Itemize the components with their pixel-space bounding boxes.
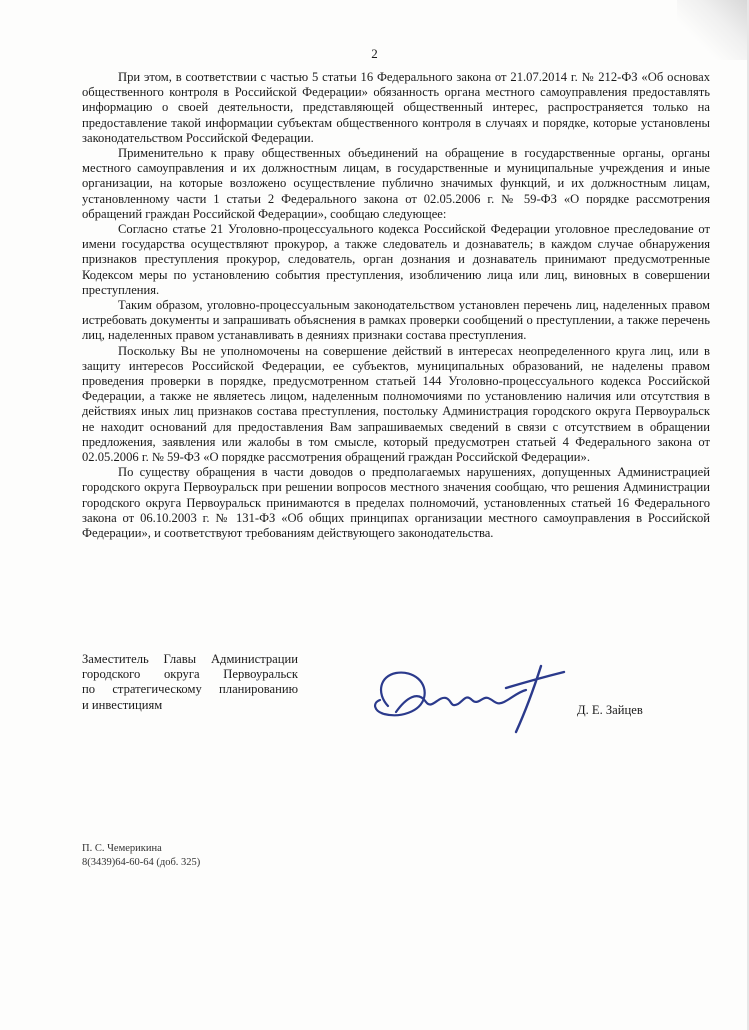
paragraph: При этом, в соответствии с частью 5 статьи 16 Федерального закона от 21.07.2014 г. № 212-ФЗ «Об основах общественного контроля в Российской Федерации» обязанность органа местного самоуправления предоставлять информацию о своей деятельности, представляющей общественный интерес, распространяется только на предоставление такой информации субъектам общественного контроля в случаях и порядке, которые установлены законодательством Российской Федерации. [82, 70, 710, 145]
paragraph: Применительно к праву общественных объединений на обращение в государственные органы, органы местного самоуправления и их должностным лицам, в государственные и муниципальные учреждения и иные организации, на которые возложено осуществление публично значимых функций, и их должностным лицам, установленному части 1 статьи 2 Федерального закона от 02.05.2006 г. № 59-ФЗ «О порядке рассмотрения обращений граждан Российской Федерации», сообщаю следующее: [82, 146, 710, 221]
signatory-title-line: Заместитель Главы Администрации [82, 652, 298, 666]
paragraph: По существу обращения в части доводов о предполагаемых нарушениях, допущенных Администрацией городского округа Первоуральск при решении вопросов местного значения сообщаю, что решения Администрации городского округа Первоуральск принимаются в пределах полномочий, установленных статьей 16 Федерального закона от 06.10.2003 г. № 131-ФЗ «Об общих принципах организации местного самоуправления в Российской Федерации», и соответствуют требованиям действующего законодательства. [82, 465, 710, 541]
signatory-title-line: по стратегическому планированию [82, 682, 298, 697]
paragraph: Таким образом, уголовно-процессуальным законодательством установлен перечень лиц, наделенных правом истребовать документы и запрашивать объяснения в рамках проверки сообщений о преступлении, а также перечень лиц, наделенных правом устанавливать в деяниях признаки состава преступления. [82, 298, 710, 343]
letter-body [82, 70, 710, 541]
executor-name: П. С. Чемерикина [82, 843, 162, 854]
executor-phone: 8(3439)64-60-64 (доб. 325) [82, 856, 201, 868]
page-number: 2 [371, 46, 378, 61]
paragraph: Поскольку Вы не уполномочены на совершение действий в интересах неопределенного круга лиц, или в защиту интересов Российской Федерации, ее субъектов, муниципальных образований, не наделены правом проведения проверки в порядке, предусмотренном статьей 144 Уголовно-процессуального кодекса Российской Федерации, а также не являетесь лицом, наделенным полномочиями по установлению наличия или отсутствия в действиях иных лиц признаков состава преступления, постольку Администрация городского округа Первоуральск не находит оснований для предоставления Вам запрашиваемых сведений в связи с отсутствием в обращении предложения, заявления или жалобы в том смысле, который предусмотрен статьей 4 Федерального закона от 02.05.2006 г. № 59-ФЗ «О порядке рассмотрения обращений граждан Российской Федерации». [82, 343, 710, 465]
executor-contact [82, 842, 200, 869]
signatory-title [82, 652, 298, 713]
signatory-name: Д. Е. Зайцев [577, 703, 643, 717]
signatory-title-line: и инвестициям [82, 697, 163, 712]
signatory-title-line: городского округа Первоуральск [82, 667, 298, 682]
paragraph: Согласно статье 21 Уголовно-процессуального кодекса Российской Федерации уголовное преследование от имени государства осуществляют прокурор, а также следователь и дознаватель; в каждом случае обнаружения признаков преступления прокурор, следователь, орган дознания и дознаватель принимают предусмотренные Кодексом меры по установлению события преступления, изобличению лица или лиц, виновных в совершении преступления. [82, 222, 710, 297]
handwritten-signature [366, 648, 566, 748]
